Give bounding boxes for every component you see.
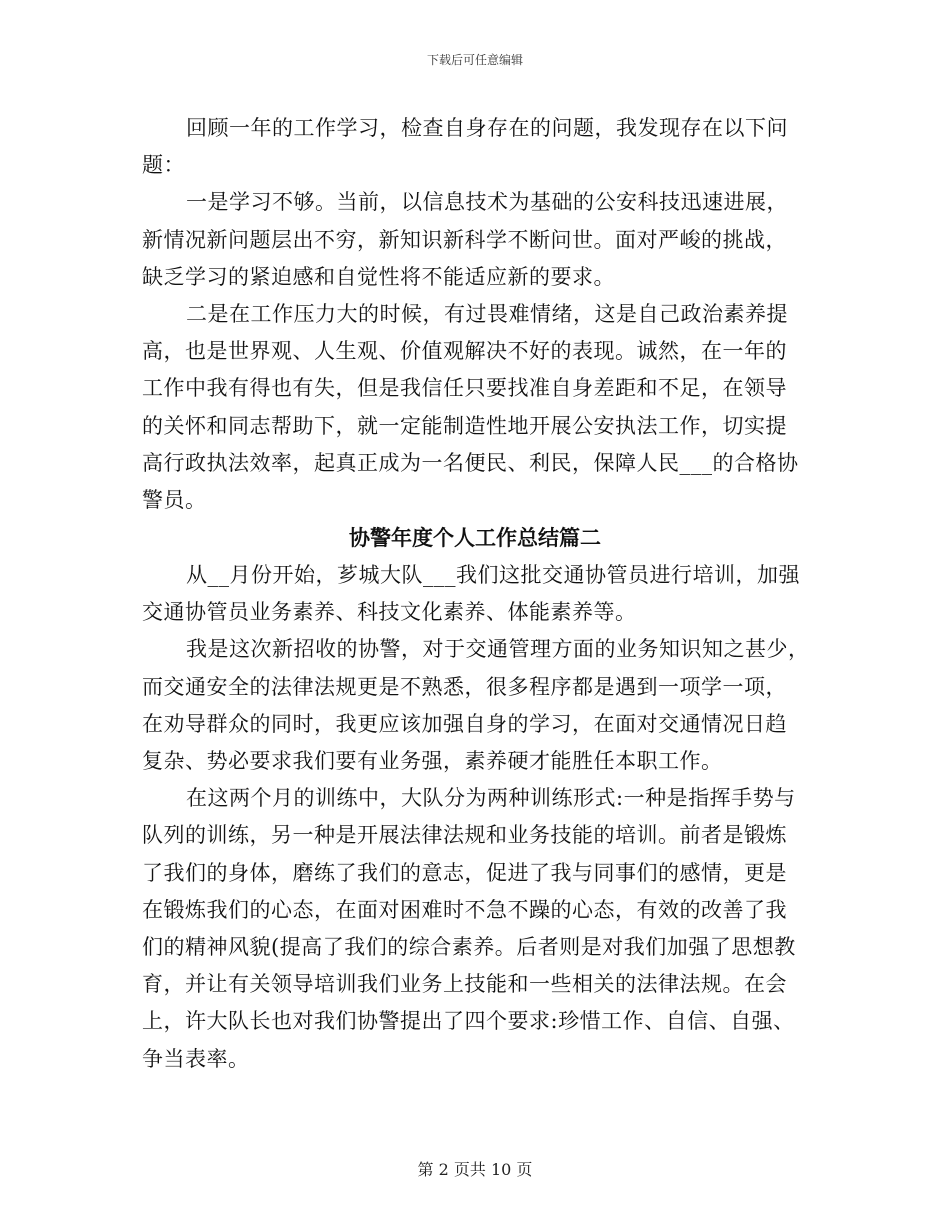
paragraph-line: 的关怀和同志帮助下，就一定能制造性地开展公安执法工作，切实提 xyxy=(142,413,787,438)
paragraph-line: 一是学习不够。当前，以信息技术为基础的公安科技迅速进展， xyxy=(186,190,788,215)
paragraph-line: 而交通安全的法律法规更是不熟悉，很多程序都是遇到一项学一项， xyxy=(142,674,787,699)
paragraph-line: 们的精神风貌(提高了我们的综合素养。后者则是对我们加强了思想教 xyxy=(142,934,796,959)
paragraph-line: 工作中我有得也有失，但是我信任只要找准自身差距和不足，在领导 xyxy=(142,376,787,401)
paragraph-line: 上，许大队长也对我们协警提出了四个要求:珍惜工作、自信、自强、 xyxy=(142,1009,795,1034)
paragraph-line: 争当表率。 xyxy=(142,1046,250,1071)
paragraph-line: 交通协管员业务素养、科技文化素养、体能素养等。 xyxy=(142,600,637,625)
page-header: 下载后可任意编辑 xyxy=(426,53,523,67)
document-body xyxy=(142,110,808,1078)
paragraph-line: 新情况新问题层出不穷，新知识新科学不断问世。面对严峻的挑战， xyxy=(142,227,787,252)
paragraph-line: 二是在工作压力大的时候，有过畏难情绪，这是自己政治素养提 xyxy=(186,301,788,326)
paragraph-line: 复杂、势必要求我们要有业务强，素养硬才能胜任本职工作。 xyxy=(142,749,723,773)
paragraph-line: 警员。 xyxy=(142,487,207,512)
paragraph-line: 回顾一年的工作学习，检查自身存在的问题，我发现存在以下问 xyxy=(186,116,788,140)
paragraph-line: 题： xyxy=(142,153,185,178)
paragraph-line: 在劝导群众的同时，我更应该加强自身的学习，在面对交通情况日趋 xyxy=(142,711,787,736)
paragraph-line: 从__月份开始，芗城大队___我们这批交通协管员进行培训，加强 xyxy=(186,563,800,588)
paragraph-line: 育，并让有关领导培训我们业务上技能和一些相关的法律法规。在会 xyxy=(142,972,787,997)
paragraph-line: 我是这次新招收的协警，对于交通管理方面的业务知识知之甚少， xyxy=(186,637,810,662)
paragraph-line: 高行政执法效率，起真正成为一名便民、利民，保障人民___的合格协 xyxy=(142,450,799,475)
paragraph-line: 高，也是世界观、人生观、价值观解决不好的表现。诚然，在一年的 xyxy=(142,339,787,364)
page-footer: 第 2 页共 10 页 xyxy=(417,1160,533,1179)
section-heading: 协警年度个人工作总结篇二 xyxy=(349,526,601,551)
paragraph-line: 在锻炼我们的心态，在面对困难时不急不躁的心态，有效的改善了我 xyxy=(142,897,787,922)
paragraph-line: 缺乏学习的紧迫感和自觉性将不能适应新的要求。 xyxy=(142,264,615,289)
paragraph-line: 在这两个月的训练中，大队分为两种训练形式:一种是指挥手势与 xyxy=(186,786,796,811)
paragraph-line: 队列的训练，另一种是开展法律法规和业务技能的培训。前者是锻炼 xyxy=(142,823,787,848)
paragraph-line: 了我们的身体，磨练了我们的意志，促进了我与同事们的感情，更是 xyxy=(142,860,787,885)
